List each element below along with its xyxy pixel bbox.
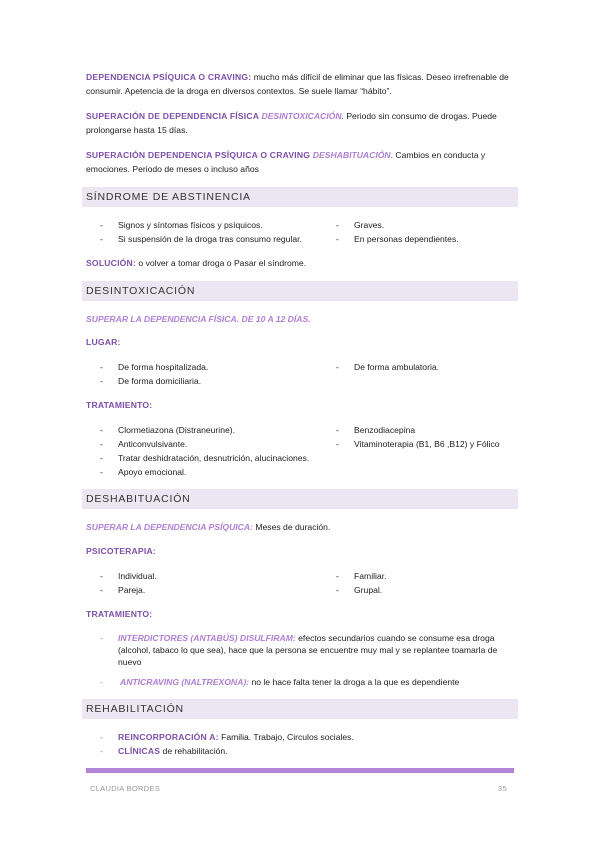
interdictores-text-block: INTERDICTORES (ANTABÚS) DISULFIRAM: efectos secundarios cuando se consume esa droga (alcohol, tabaco lo que sea), hace que la persona se encuentre muy mal y se replantee toamarla de nuevo [118, 633, 498, 667]
list-dash: - [100, 633, 103, 643]
page-number: 35 [498, 784, 507, 793]
tratamiento-label: TRATAMIENTO: [86, 400, 153, 410]
footer-divider [86, 768, 514, 773]
dependencia-psiquica-label: DEPENDENCIA PSÍQUICA O CRAVING: [86, 72, 252, 82]
list-item: - De forma domiciliaria. [100, 376, 202, 386]
superacion-psiquica-label: SUPERACIÓN DEPENDENCIA PSÍQUICA O CRAVING [86, 150, 313, 160]
superacion-fisica-text: . Periodo sin consumo de drogas. Puede prolongarse hasta 15 días. [86, 111, 497, 135]
solucion-paragraph [86, 256, 516, 270]
list-item: - Vitaminoterapia (B1, B6 ,B12) y Fólico [336, 439, 500, 449]
list-item: - Benzodiacepina [336, 425, 416, 435]
section-heading-abstinencia: SÍNDROME DE ABSTINENCIA [82, 187, 518, 207]
desintoxicacion-subtitle: SUPERAR LA DEPENDENCIA FÍSICA. DE 10 A 12 DÍAS. [86, 314, 311, 324]
list-item: - De forma hospitalizada. [100, 362, 209, 372]
list-item-interdictores [100, 632, 505, 668]
dependencia-psiquica-text: mucho más difícil de eliminar que las físicas. Deseo irrefrenable de consumir. Apetencia de la droga en diversos contextos. Se suele llamar “hábito”. [86, 72, 509, 96]
tratamiento-label-deshab: TRATAMIENTO: [86, 609, 153, 619]
list-item: - Graves. [336, 220, 385, 230]
list-item: - En personas dependientes. [336, 234, 459, 244]
list-item: - Signos y síntomas físicos y psíquicos. [100, 220, 263, 230]
list-item: - Individual. [100, 571, 157, 581]
list-item: - Familiar. [336, 571, 387, 581]
list-item: - REINCORPORACIÓN A: Familia. Trabajo, Circulos sociales. [100, 732, 354, 742]
solucion-text: o volver a tomar droga o Pasar el síndrome. [136, 258, 307, 268]
desintoxicacion-term: DESINTOXICACIÓN [261, 111, 342, 121]
superacion-psiquica-text: . Cambios en conducta y emociones. Periodo de meses o incluso años [86, 150, 486, 174]
section-heading-rehabilitacion: REHABILITACIÓN [82, 699, 518, 719]
deshabituacion-subtitle: SUPERAR LA DEPENDENCIA PSÍQUICA: Meses de duración. [86, 522, 331, 532]
section-heading-deshabituacion: DESHABITUACIÓN [82, 489, 518, 509]
list-item: - CLÍNICAS de rehabilitación. [100, 746, 228, 756]
list-item: - Tratar deshidratación, desnutrición, alucinaciones. [100, 453, 310, 463]
footer-author: CLAUDIA BORDES [90, 784, 161, 793]
list-item: - Apoyo emocional. [100, 467, 187, 477]
psicoterapia-label: PSICOTERAPIA: [86, 546, 156, 556]
list-item: - De forma ambulatoria. [336, 362, 440, 372]
superacion-psiquica-paragraph [86, 148, 516, 176]
solucion-label: SOLUCIÓN: [86, 258, 137, 268]
section-heading-desintoxicacion: DESINTOXICACIÓN [82, 281, 518, 301]
list-item: - Grupal. [336, 585, 383, 595]
superacion-fisica-label: SUPERACIÓN DE DEPENDENCIA FÍSICA [86, 111, 262, 121]
deshabituacion-term: DESHABITUACIÓN [312, 150, 391, 160]
superacion-fisica-paragraph [86, 109, 516, 137]
list-item-anticraving: - ANTICRAVING (NALTREXONA): no le hace falta tener la droga a la que es dependiente [100, 677, 460, 687]
list-item: - Pareja. [100, 585, 146, 595]
list-item: - Si suspensión de la droga tras consumo regular. [100, 234, 302, 244]
dependencia-psiquica-paragraph [86, 70, 516, 98]
lugar-label: LUGAR: [86, 337, 121, 347]
list-item: - Clormetiazona (Distraneurine). [100, 425, 236, 435]
list-item: - Anticonvulsivante. [100, 439, 188, 449]
